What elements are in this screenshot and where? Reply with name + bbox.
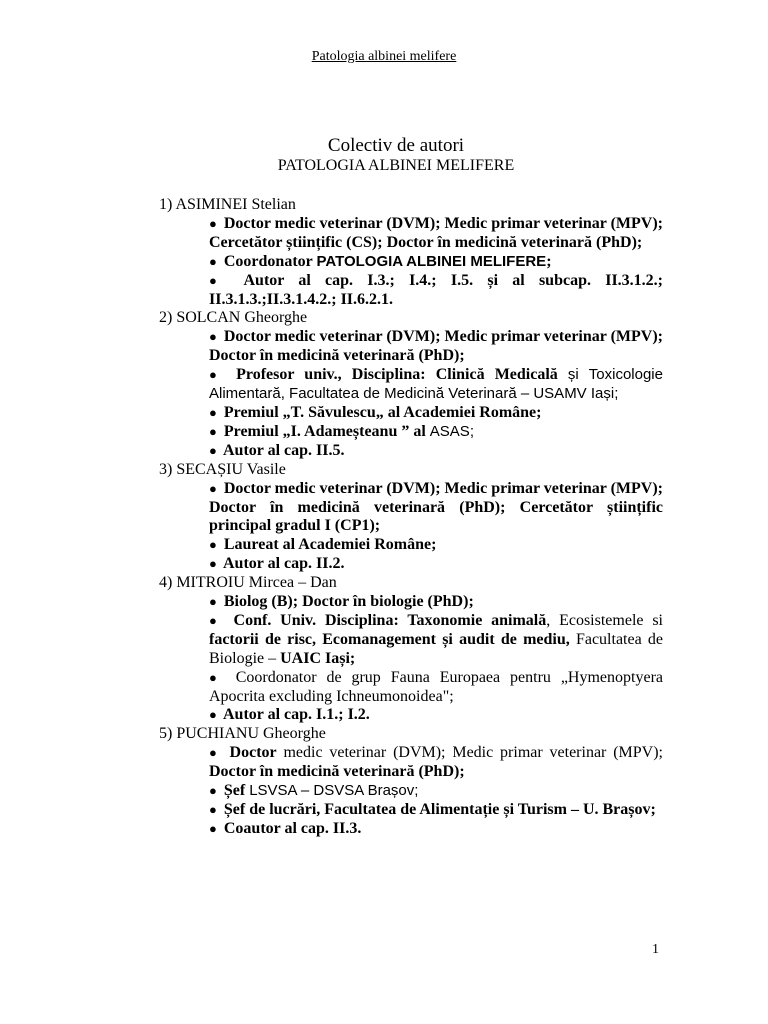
title-heading: Colectiv de autori bbox=[327, 135, 465, 156]
bullet-icon: ● bbox=[209, 215, 217, 231]
bullet-icon: ● bbox=[209, 253, 217, 269]
authors-list bbox=[159, 196, 663, 839]
author-detail: ● Coordonator de grup Fauna Europaea pentru „Hymenoptyera Apocrita excluding Ichneumonoidea"; bbox=[209, 668, 664, 705]
bullet-icon: ● bbox=[209, 423, 217, 439]
author-detail: ● Premiul „T. Săvulescu„ al Academiei Române; bbox=[209, 403, 542, 421]
bullet-icon: ● bbox=[209, 802, 217, 817]
author-detail: ● Premiul „I. Adameșteanu ” al ASAS; bbox=[209, 422, 474, 440]
author-detail: ● Doctor medic veterinar (DVM); Medic primar veterinar (MPV); Doctor în medicină veterinară (PhD); bbox=[209, 744, 663, 781]
bullet-icon: ● bbox=[209, 537, 217, 553]
author-name-puchianu: 5) PUCHIANU Gheorghe bbox=[159, 725, 326, 743]
author-detail: ● Autor al cap. I.3.; I.4.; I.5. și al subcap. II.3.1.2.; II.3.1.3.;II.3.1.4.2.; II.6.2.1. bbox=[209, 271, 664, 308]
author-name-asiminei: 1) ASIMINEI Stelian bbox=[159, 196, 296, 213]
author-detail: ● Șef de lucrări, Facultatea de Alimentație și Turism – U. Brașov; bbox=[209, 801, 656, 818]
bullet-icon: ● bbox=[209, 367, 223, 383]
author-detail: ● Coautor al cap. II.3. bbox=[209, 819, 362, 837]
bullet-icon: ● bbox=[209, 707, 217, 723]
author-detail: ● Conf. Univ. Disciplina: Taxonomie animală, Ecosistemele si factorii de risc, Ecomanagement și audit de mediu, Facultatea de Biologie – UAIC Iași; bbox=[209, 611, 664, 667]
author-detail: ● Doctor medic veterinar (DVM); Medic primar veterinar (MPV); Doctor în medicină veterinară (PhD); bbox=[209, 328, 664, 365]
bullet-icon: ● bbox=[209, 480, 217, 496]
author-detail: ● Profesor univ., Disciplina: Clinică Medicală și Toxicologie Alimentară, Facultatea de Medicină Veterinară – USAMV Iași; bbox=[209, 366, 663, 403]
author-name-secasiu: 3) SECAȘIU Vasile bbox=[159, 460, 286, 478]
bullet-icon: ● bbox=[209, 556, 217, 572]
bullet-icon: ● bbox=[209, 442, 217, 458]
author-detail: ● Autor al cap. I.1.; I.2. bbox=[209, 706, 370, 724]
running-header: Patologia albinei melifere bbox=[311, 49, 457, 64]
bullet-icon: ● bbox=[209, 594, 217, 610]
bullet-icon: ● bbox=[209, 745, 220, 761]
author-detail: ● Autor al cap. II.2. bbox=[209, 555, 345, 573]
bullet-icon: ● bbox=[209, 272, 228, 288]
author-detail: ● Laureat al Academiei Române; bbox=[209, 536, 437, 554]
author-name-solcan: 2) SOLCAN Gheorghe bbox=[159, 309, 308, 327]
author-detail: ● Doctor medic veterinar (DVM); Medic primar veterinar (MPV); Doctor în medicină veterinară (PhD); Cercetător științific principal gradul I (CP1); bbox=[209, 479, 664, 535]
bullet-icon: ● bbox=[209, 783, 217, 799]
bullet-icon: ● bbox=[209, 669, 223, 685]
book-title: PATOLOGIA ALBINEI MELIFERE bbox=[277, 157, 515, 174]
bullet-icon: ● bbox=[209, 404, 217, 420]
author-detail: ● Biolog (B); Doctor în biologie (PhD); bbox=[209, 593, 474, 611]
author-detail: ● Șef LSVSA – DSVSA Brașov; bbox=[209, 782, 419, 800]
bullet-icon: ● bbox=[209, 612, 222, 628]
author-detail: ● Coordonator PATOLOGIA ALBINEI MELIFERE; bbox=[209, 252, 552, 270]
page-number: 1 bbox=[652, 942, 659, 957]
bullet-icon: ● bbox=[209, 329, 217, 345]
bullet-icon: ● bbox=[209, 820, 217, 836]
author-name-mitroiu: 4) MITROIU Mircea – Dan bbox=[159, 574, 337, 592]
author-detail: ● Doctor medic veterinar (DVM); Medic primar veterinar (MPV); Cercetător științific (CS); Doctor în medicină veterinară (PhD); bbox=[209, 214, 664, 251]
author-detail: ● Autor al cap. II.5. bbox=[209, 441, 345, 459]
